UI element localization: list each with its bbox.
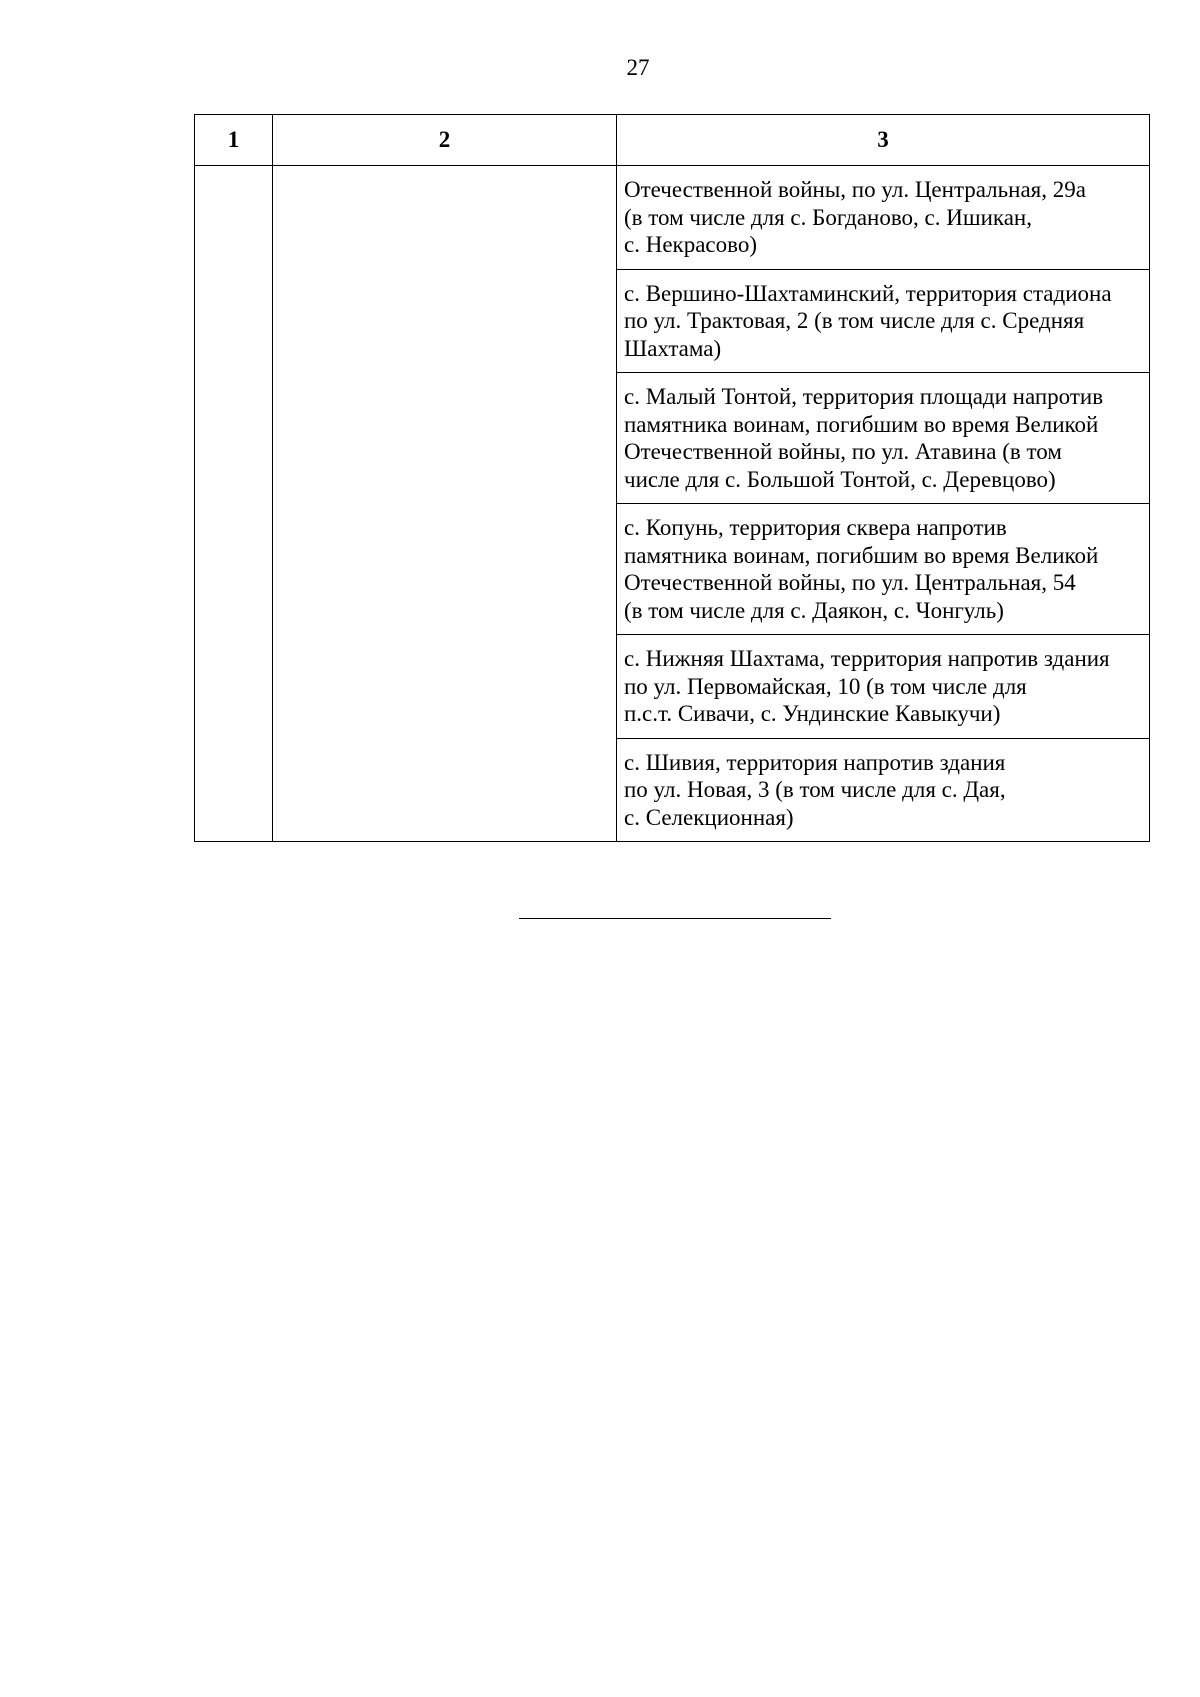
table-cell-col1 [195, 166, 273, 842]
cell-text: с. Шивия, территория напротив здания по ул. Новая, 3 (в том числе для с. Дая, с. Селекционная) [624, 749, 1006, 830]
table-cell-col3 [617, 166, 1150, 270]
cell-text: Отечественной войны, по ул. Центральная, 29а (в том числе для с. Богданово, с. Ишикан, с. Некрасово) [624, 177, 1086, 257]
column-header-1: 1 [195, 115, 273, 166]
table-row [195, 166, 1150, 270]
table-header-row [195, 115, 1150, 166]
cell-text: с. Малый Тонтой, территория площади напротив памятника воинам, погибшим во время Великой Отечественной войны, по ул. Атавина (в том числе для с. Большой Тонтой, с. Деревцово) [624, 384, 1104, 492]
table-cell-col3 [617, 738, 1150, 842]
cell-text: с. Вершино-Шахтаминский, территория стадиона по ул. Трактовая, 2 (в том числе для с. Средняя Шахтама) [624, 280, 1112, 361]
table-cell-col3 [617, 504, 1150, 635]
locations-table [194, 114, 1150, 842]
cell-text: с. Нижняя Шахтама, территория напротив здания по ул. Первомайская, 10 (в том числе для п.с.т. Сивачи, с. Ундинские Кавыкучи) [624, 646, 1110, 726]
end-of-document-rule [519, 918, 831, 919]
cell-text [195, 166, 272, 186]
page-number: 27 [626, 55, 650, 80]
table-cell-col3 [617, 635, 1150, 739]
cell-text: с. Копунь, территория сквера напротив памятника воинам, погибшим во время Великой Отечественной войны, по ул. Центральная, 54 (в том числе для с. Даякон, с. Чонгуль) [624, 515, 1099, 623]
table-cell-col3 [617, 269, 1150, 373]
cell-text [273, 166, 616, 186]
column-header-2: 2 [273, 115, 617, 166]
table-cell-col2 [273, 166, 617, 842]
column-header-3: 3 [617, 115, 1150, 166]
table-cell-col3 [617, 373, 1150, 504]
